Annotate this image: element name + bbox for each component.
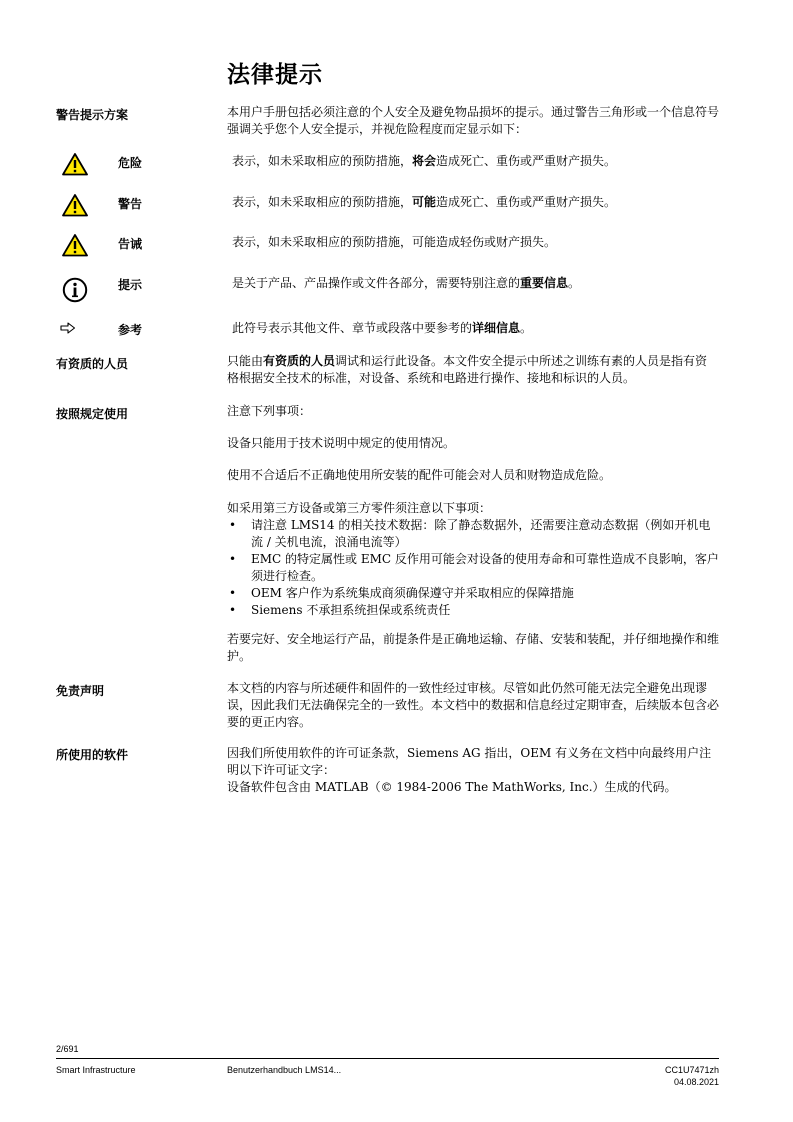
warning-triangle-icon — [62, 152, 88, 179]
symbol-text-danger: 表示，如未采取相应的预防措施，将会造成死亡、重伤或严重财产损失。 — [232, 154, 617, 168]
section-label-disclaimer: 免责声明 — [56, 684, 105, 698]
list-item: • 请注意 LMS14 的相关技术数据：除了静态数据外，还需要注意动态数据（例如开机电流 / 关机电流，浪涌电流等） — [229, 518, 711, 549]
third-party-list — [227, 517, 719, 619]
software-license-text: 因我们所使用软件的许可证条款，Siemens AG 指出，OEM 有义务在文档中向最终用户注明以下许可证文字： — [227, 746, 712, 777]
warning-scheme-text: 本用户手册包括必须注意的个人安全及避免物品损坏的提示。通过警告三角形或一个信息符号强调关乎您个人安全提示，并视危险程度而定显示如下： — [227, 105, 720, 136]
qualified-personnel-text: 只能由有资质的人员调试和运行此设备。本文件安全提示中所述之训练有素的人员是指有资格根据安全技术的标准，对设备、系统和电路进行操作、接地和标识的人员。 — [227, 354, 708, 385]
disclaimer-text: 本文档的内容与所述硬件和固件的一致性经过审核。尽管如此仍然可能无法完全避免出现谬误，因此我们无法确保完全的一致性。本文档中的数据和信息经过定期审查，后续版本包含必要的更正内容。 — [227, 681, 720, 729]
symbol-label-caution: 告诫 — [118, 237, 143, 251]
symbol-text-warning: 表示，如未采取相应的预防措施，可能造成死亡、重伤或严重财产损失。 — [232, 195, 617, 209]
symbol-label-note: 提示 — [118, 278, 143, 292]
warning-triangle-icon — [62, 233, 88, 260]
section-label-software: 所使用的软件 — [56, 748, 129, 762]
section-label-qualified-personnel: 有资质的人员 — [56, 357, 129, 371]
symbol-label-warning: 警告 — [118, 197, 143, 211]
arrow-right-outline-icon — [60, 322, 76, 337]
intended-use-text-1: 设备只能用于技术说明中规定的使用情况。 — [227, 436, 456, 450]
symbol-text-reference: 此符号表示其他文件、章节或段落中要参考的详细信息。 — [232, 321, 533, 335]
intended-use-text-2: 使用不合适后不正确地使用所安装的配件可能会对人员和财物造成危险。 — [227, 468, 612, 482]
footer-company: Smart Infrastructure — [56, 1065, 136, 1075]
intended-use-text-4: 若要完好、安全地运行产品，前提条件是正确地运输、存储、安装和装配，并仔细地操作和维护。 — [227, 632, 720, 663]
intended-use-intro: 注意下列事项： — [227, 404, 312, 418]
software-matlab-text: 设备软件包含由 MATLAB（© 1984-2006 The MathWorks, Inc.）生成的代码。 — [227, 780, 677, 794]
page-title: 法律提示 — [227, 62, 323, 88]
list-item: • Siemens 不承担系统担保或系统责任 — [229, 603, 451, 617]
symbol-text-note: 是关于产品、产品操作或文件各部分，需要特别注意的重要信息。 — [232, 276, 581, 290]
symbol-label-danger: 危险 — [118, 156, 143, 170]
list-item: • OEM 客户作为系统集成商须确保遵守并采取相应的保障措施 — [229, 586, 574, 600]
section-label-warning-scheme: 警告提示方案 — [56, 108, 129, 122]
info-circle-icon — [62, 277, 88, 306]
warning-triangle-icon — [62, 193, 88, 220]
footer-document-title: Benutzerhandbuch LMS14... — [227, 1065, 342, 1075]
intended-use-text-3: 如采用第三方设备或第三方零件须注意以下事项： — [227, 501, 492, 515]
list-item: • EMC 的特定属性或 EMC 反作用可能会对设备的使用寿命和可靠性造成不良影响，客户须进行检查。 — [229, 552, 719, 583]
symbol-text-caution: 表示，如未采取相应的预防措施，可能造成轻伤或财产损失。 — [232, 235, 557, 249]
footer-document-code: CC1U7471zh — [664, 1065, 719, 1075]
footer-divider — [56, 1058, 719, 1059]
page-number: 2/691 — [56, 1044, 79, 1054]
section-label-intended-use: 按照规定使用 — [56, 407, 129, 421]
symbol-label-reference: 参考 — [118, 323, 143, 337]
footer-date: 04.08.2021 — [673, 1077, 719, 1087]
